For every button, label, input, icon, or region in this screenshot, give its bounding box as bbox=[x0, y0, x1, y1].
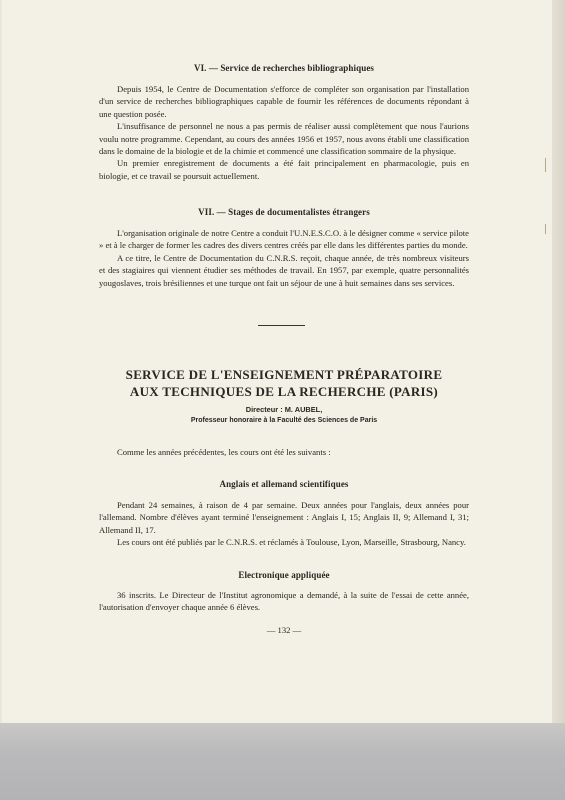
section-heading-vii: VII. — Stages de documentalistes étrangers bbox=[198, 207, 370, 217]
subheading-anglais: Anglais et allemand scientifiques bbox=[219, 479, 349, 489]
page-edge bbox=[552, 0, 565, 723]
paragraph: Pendant 24 semaines, à raison de 4 par semaine. Deux années pour l'anglais, deux années pour l'allemand. Nombre d'élèves ayant terminé l'enseignement : Anglais I, 15; Anglais II, 9; Allemand I, 31; Allemand II, 17. bbox=[99, 500, 469, 535]
director-title: Professeur honoraire à la Faculté des Sciences de Paris bbox=[190, 417, 378, 424]
page-title bbox=[99, 366, 469, 400]
margin-mark bbox=[545, 224, 546, 234]
director-name: Directeur : M. AUBEL, bbox=[245, 405, 323, 414]
margin-mark bbox=[545, 158, 546, 172]
subheading-electronique: Electronique appliquée bbox=[238, 570, 330, 580]
director-block bbox=[99, 404, 469, 426]
paragraph: Un premier enregistrement de documents a été fait principalement en pharmacologie, puis en biologie, et ce travail se poursuit actuellement. bbox=[99, 158, 469, 181]
intro-text bbox=[99, 447, 469, 457]
paragraph: 36 inscrits. Le Directeur de l'Institut agronomique a demandé, à la suite de l'essai de cette année, l'autorisation d'envoyer chaque année 6 élèves. bbox=[99, 590, 469, 613]
electronique-body bbox=[99, 589, 469, 614]
paragraph: Comme les années précédentes, les cours ont été les suivants : bbox=[117, 447, 331, 457]
scan-background bbox=[0, 723, 565, 800]
section-divider bbox=[258, 325, 305, 326]
title-line-2: AUX TECHNIQUES DE LA RECHERCHE (PARIS) bbox=[129, 384, 439, 399]
section-heading-vi: VI. — Service de recherches bibliographiques bbox=[193, 63, 375, 73]
anglais-body bbox=[99, 499, 469, 549]
paragraph: Depuis 1954, le Centre de Documentation s'efforce de compléter son organisation par l'installation d'un service de recherches bibliographiques capable de fournir les références de documents répondant à une question posée. bbox=[99, 84, 469, 119]
paragraph: L'organisation originale de notre Centre a conduit l'U.N.E.S.C.O. à le désigner comme « service pilote » et à le charger de former les cadres des divers centres créés par elle dans les différentes parties du monde. bbox=[99, 228, 469, 251]
paragraph: A ce titre, le Centre de Documentation du C.N.R.S. reçoit, chaque année, de très nombreux visiteurs et des stagiaires qui viennent étudier ses méthodes de travail. En 1957, par exemple, quatre personnalités yougoslaves, trois brésiliennes et une turque ont fait un séjour de une à huit semaines dans ses services. bbox=[99, 252, 469, 288]
title-line-1: SERVICE DE L'ENSEIGNEMENT PRÉPARATOIRE bbox=[125, 367, 443, 382]
section-vii-body bbox=[99, 227, 469, 289]
paragraph: L'insuffisance de personnel ne nous a pas permis de réaliser aussi complètement que nous l'aurions voulu notre programme. Cependant, au cours des années 1956 et 1957, nous avons établi une classification dans le domaine de la biologie et de la chimie et commencé une classification sommaire de la physique. bbox=[99, 121, 469, 157]
paragraph: Les cours ont été publiés par le C.N.R.S. et réclamés à Toulouse, Lyon, Marseille, Strasbourg, Nancy. bbox=[117, 537, 466, 548]
page-number: — 132 — bbox=[266, 625, 302, 635]
section-vi-body bbox=[99, 83, 469, 182]
